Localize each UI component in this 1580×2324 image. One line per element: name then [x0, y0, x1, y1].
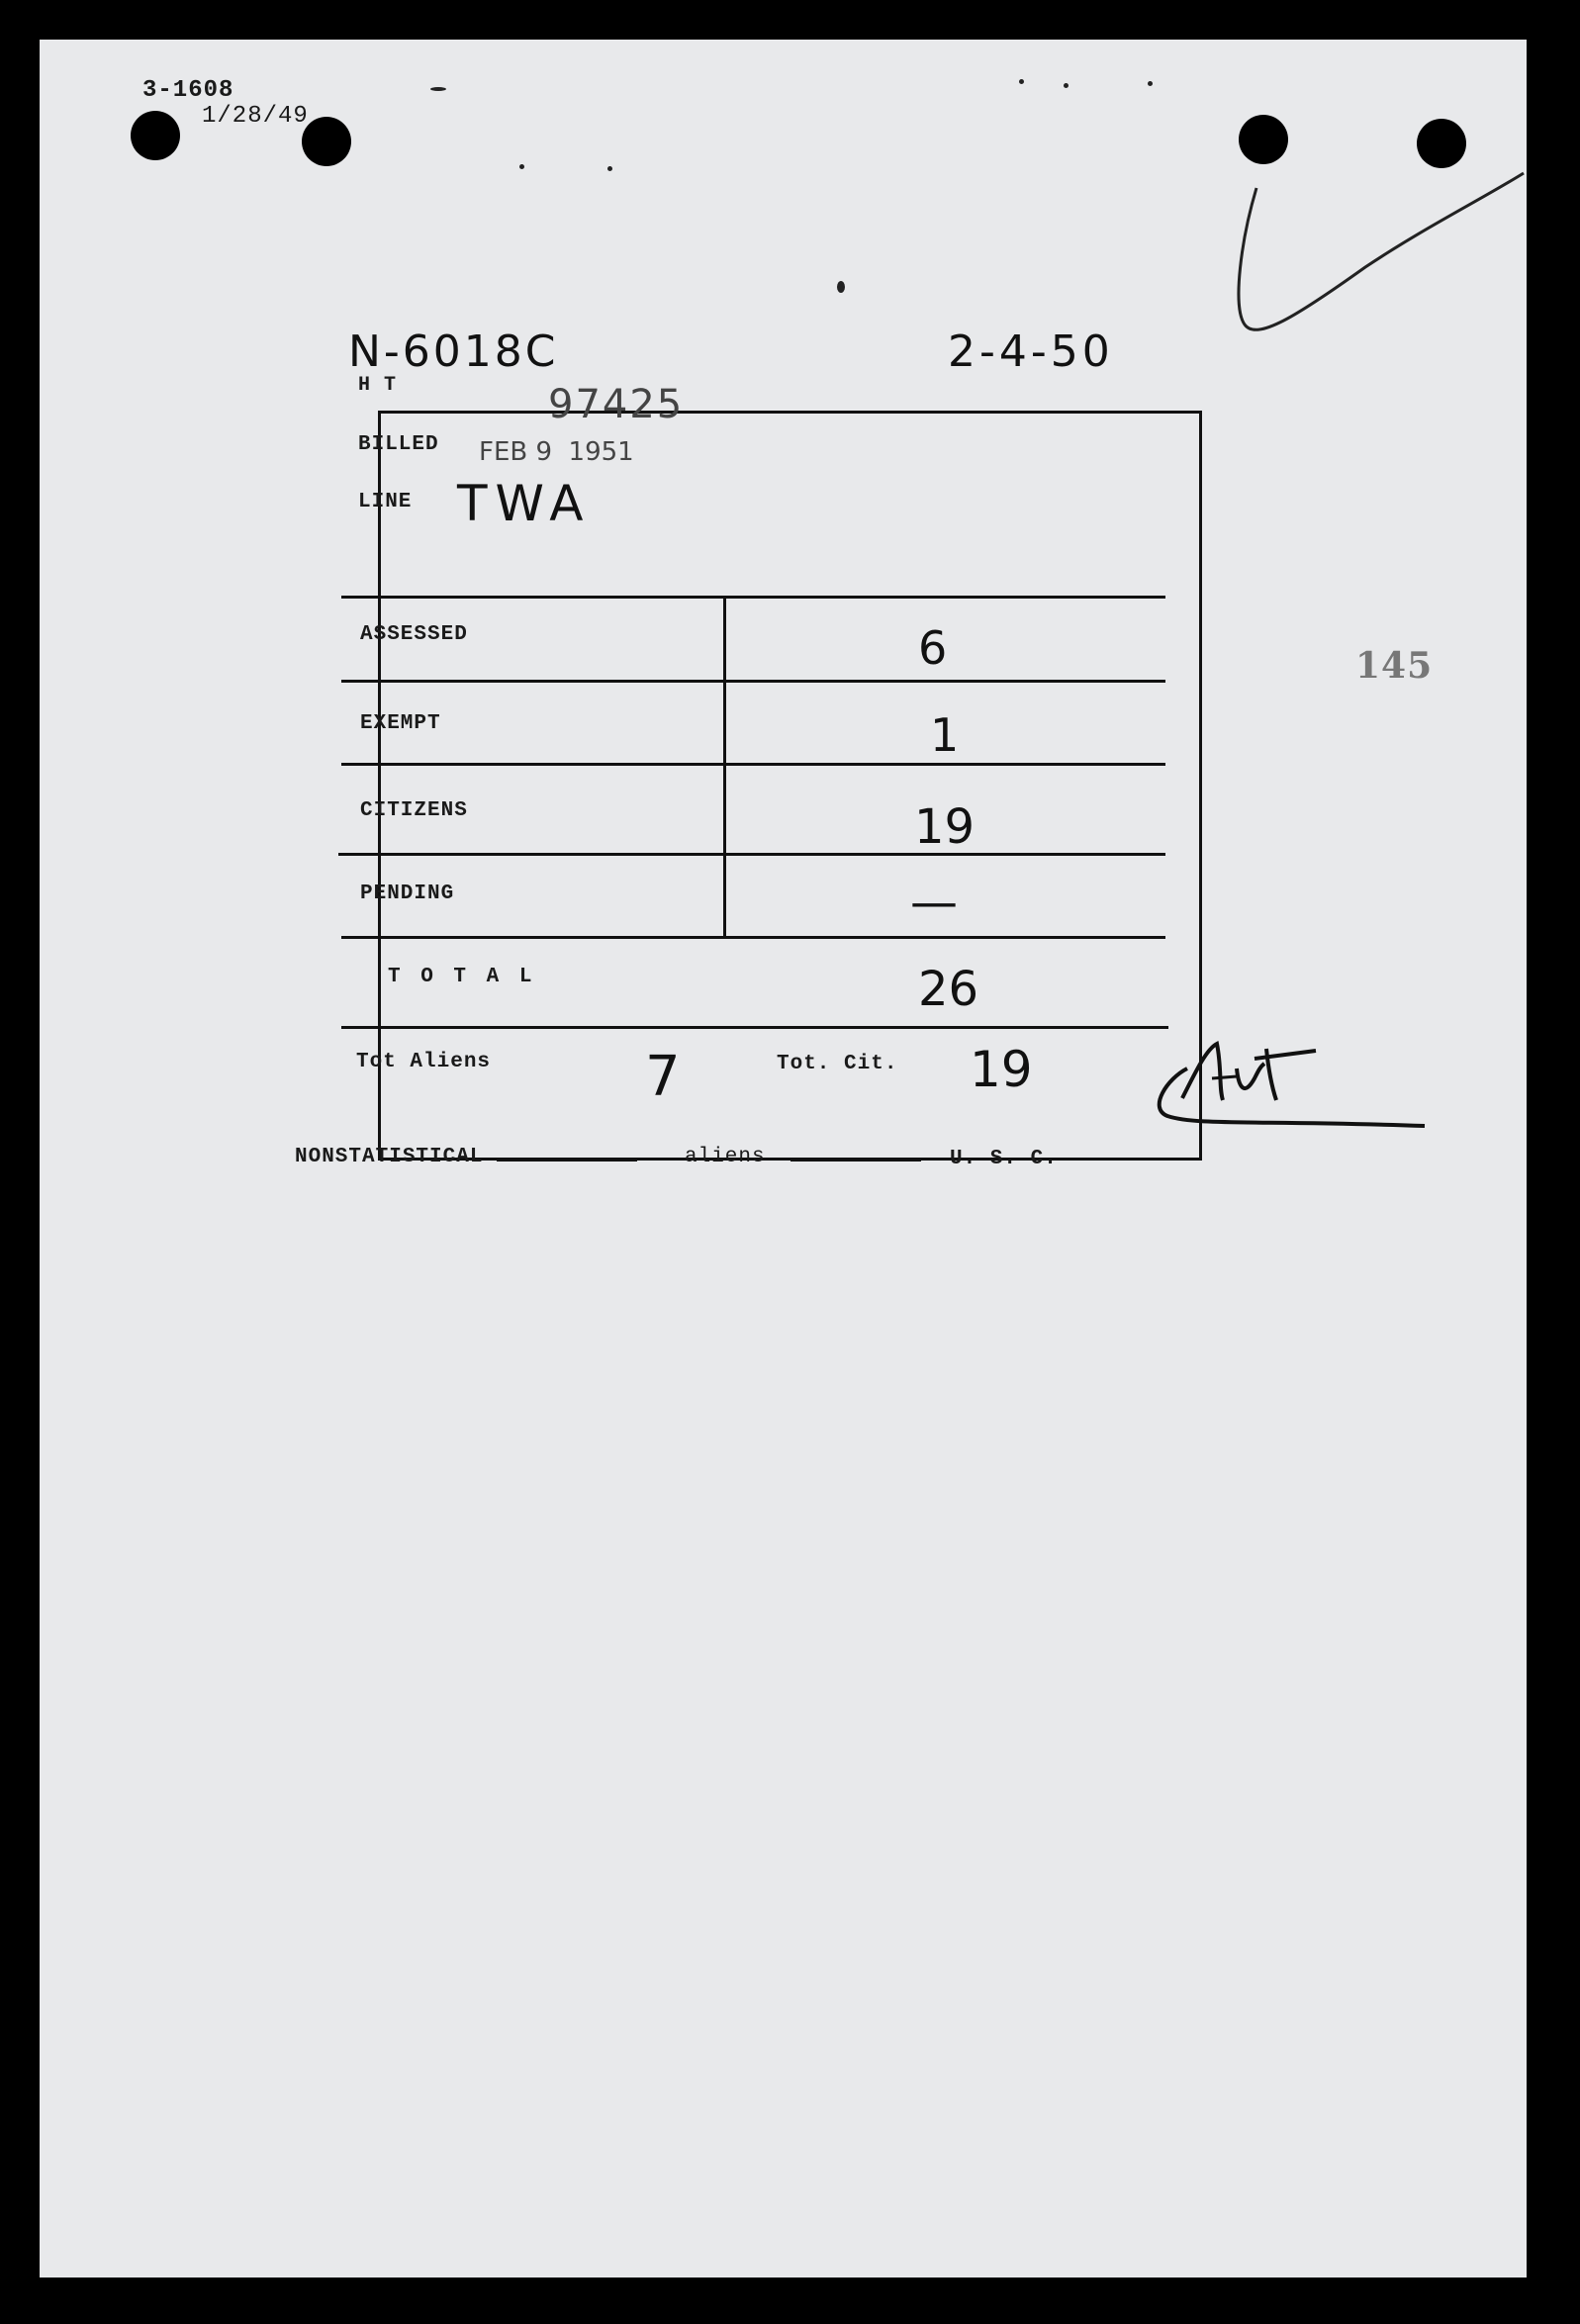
speck [430, 87, 446, 91]
speck [519, 164, 524, 169]
form-divider [341, 1026, 1168, 1029]
aliens-text: aliens [685, 1146, 766, 1168]
ht-label: H T [358, 374, 398, 397]
nonstatistical-label [295, 1146, 637, 1168]
ht-number: 97425 [548, 382, 685, 427]
form-divider [338, 853, 1165, 856]
form-divider [341, 680, 1165, 683]
nonstatistical-aliens-blank [497, 1160, 637, 1162]
row-value-citizens: 19 [914, 799, 976, 855]
tot-aliens-value: 7 [645, 1045, 681, 1109]
punch-hole-left-2 [302, 117, 351, 166]
inspector-signature [1128, 1009, 1444, 1158]
row-label-assessed: ASSESSED [360, 623, 468, 646]
row-value-pending: — [910, 875, 958, 930]
speck [1019, 79, 1024, 84]
tot-aliens-label: Tot Aliens [356, 1051, 492, 1073]
row-label-citizens: CITIZENS [360, 799, 468, 822]
line-label: LINE [358, 491, 413, 513]
form-divider [341, 596, 1165, 599]
row-value-assessed: 6 [918, 621, 948, 675]
nonstatistical-text: NONSTATISTICAL [295, 1146, 484, 1168]
form-number: 3-1608 [142, 77, 234, 104]
aliens-label [685, 1146, 921, 1168]
total-label: T O T A L [388, 966, 536, 988]
tot-cit-label: Tot. Cit. [777, 1053, 898, 1075]
page-number: 145 [1355, 645, 1434, 687]
column-divider [723, 596, 726, 936]
speck [837, 281, 845, 293]
speck [607, 166, 612, 171]
total-value: 26 [918, 962, 979, 1017]
form-divider [341, 763, 1165, 766]
speck [1148, 81, 1153, 86]
airline-name: TWA [457, 475, 592, 532]
tot-cit-value: 19 [970, 1041, 1033, 1098]
row-label-exempt: EXEMPT [360, 712, 441, 735]
row-label-pending: PENDING [360, 883, 455, 905]
speck [1064, 83, 1069, 88]
usc-label: U. S. C. [950, 1148, 1058, 1170]
document-page [40, 40, 1527, 2278]
billed-label: BILLED [358, 433, 439, 456]
form-divider [341, 936, 1165, 939]
billed-date-stamp: FEB 9 1951 [479, 437, 634, 467]
revision-date: 1/28/49 [202, 103, 309, 130]
flight-number: N-6018C [348, 326, 559, 377]
flight-date: 2-4-50 [948, 326, 1114, 377]
row-value-exempt: 1 [930, 708, 960, 762]
pen-check-mark [1227, 148, 1534, 376]
nonstatistical-usc-blank [790, 1160, 921, 1162]
punch-hole-left-1 [131, 111, 180, 160]
